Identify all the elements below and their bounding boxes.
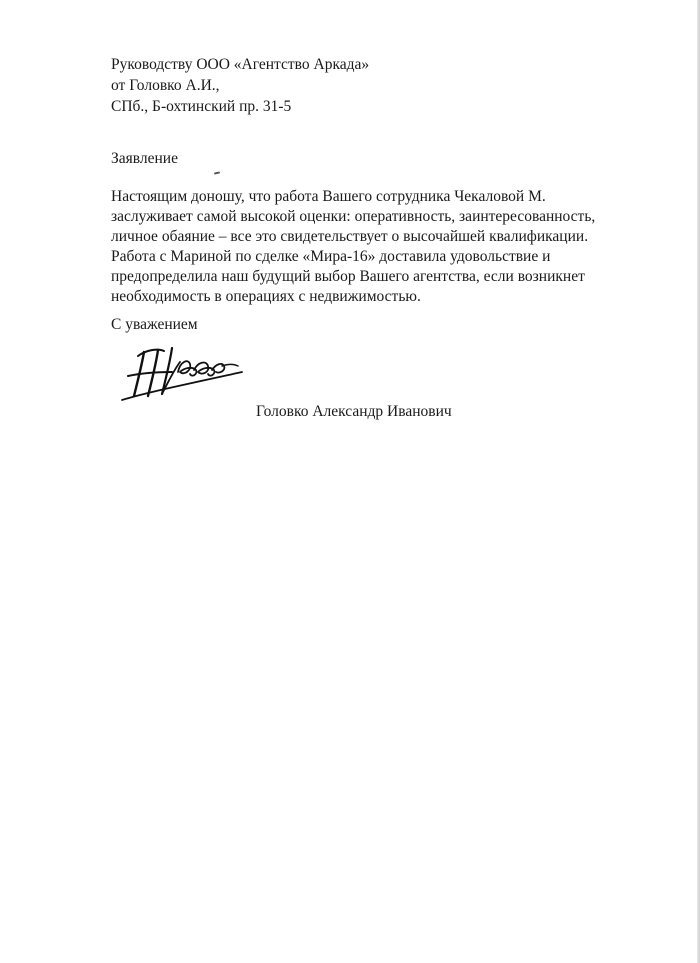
body-line: необходимость в операциях с недвижимостью. [111, 288, 421, 305]
recipient-line-1: Руководству ООО «Агентство Аркада» [111, 56, 370, 73]
letter-body [111, 187, 651, 307]
signer-name: Головко Александр Иванович [256, 403, 452, 420]
body-line: личное обаяние – все это свидетельствует о высочайшей квалификации. [111, 228, 589, 245]
closing-phrase: С уважением [111, 316, 198, 333]
body-line: Настоящим доношу, что работа Вашего сотрудника Чекаловой М. [111, 188, 546, 205]
document-title: Заявление [111, 150, 178, 167]
body-line: Работа с Мариной по сделке «Мира-16» доставила удовольствие и [111, 248, 551, 265]
recipient-line-2: от Головко А.И., [111, 77, 220, 94]
handwritten-signature [118, 342, 248, 404]
body-line: предопределила наш будущий выбор Вашего агентства, если возникнет [111, 268, 585, 285]
body-line: заслуживает самой высокой оценки: оперативность, заинтересованность, [111, 208, 596, 225]
recipient-line-3: СПб., Б-охтинский пр. 31-5 [111, 98, 292, 115]
scan-speck [214, 171, 220, 174]
